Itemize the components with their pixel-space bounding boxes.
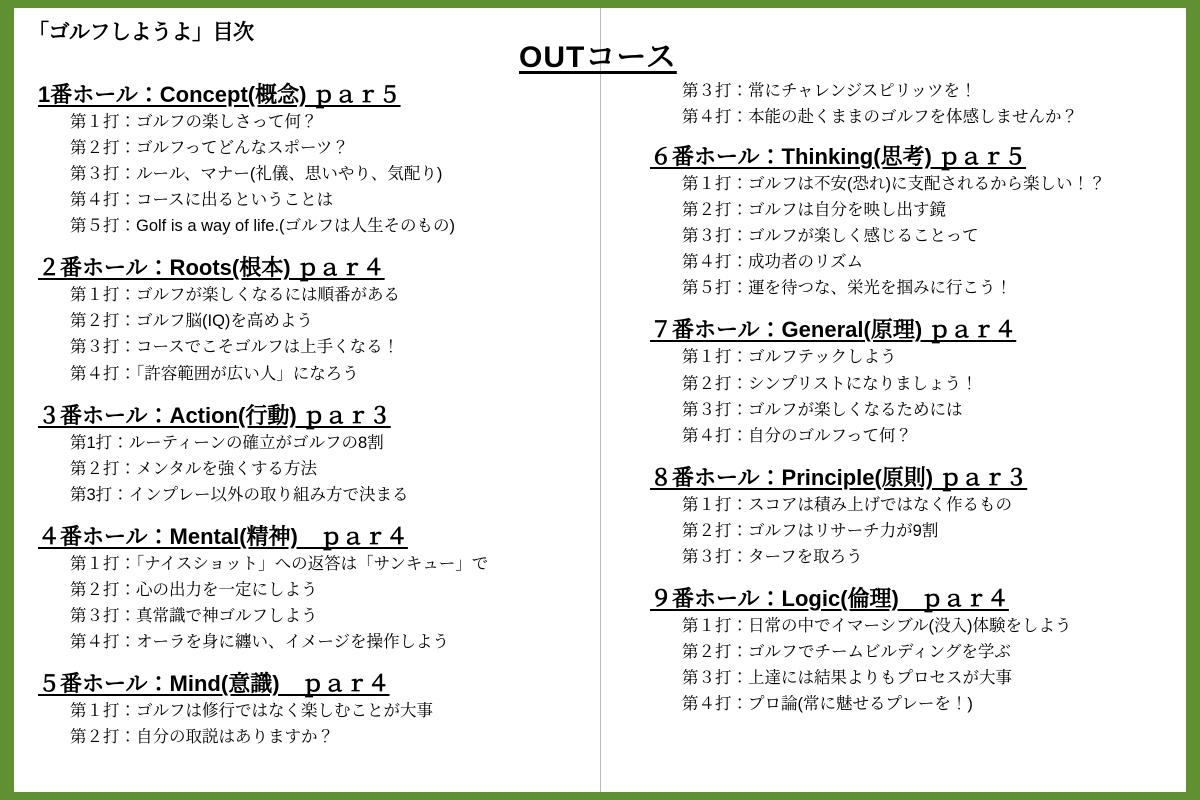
hole-shot-item: 第３打：ターフを取ろう (682, 547, 863, 566)
hole-shot-item: 第１打：「ナイスショット」への返答は「サンキュー」で (70, 554, 489, 573)
hole-shot-item: 第２打：ゴルフはリサーチ力が9割 (682, 521, 939, 540)
hole-shot-item: 第２打：メンタルを強くする方法 (70, 459, 317, 478)
hole-shot-item: 第３打：常にチャレンジスピリッツを！ (682, 82, 977, 100)
hole-shot-item: 第５打：運を待つな、栄光を掴みに行こう！ (682, 279, 1012, 298)
hole-shot-item: 第１打：ゴルフは不安(恐れ)に支配されるから楽しい！？ (682, 175, 1106, 194)
toc-hole-section (38, 251, 590, 386)
hole-shot-item: 第３打：ゴルフが楽しくなるためには (682, 400, 963, 419)
toc-columns (14, 78, 1186, 778)
hole-shot-item: 第３打：上達には結果よりもプロセスが大事 (682, 669, 1012, 687)
page-title: 「ゴルフしようよ」目次 (28, 21, 254, 44)
hole-shot-item: 第３打：ゴルフが楽しく感じることって (682, 227, 979, 246)
hole-shot-item: 第４打：成功者のリズム (682, 253, 864, 272)
hole-heading: ４番ホール：Mental(精神) ｐａｒ４ (38, 523, 408, 549)
hole-shot-item: 第３打：ルール、マナー(礼儀、思いやり、気配り) (70, 165, 443, 184)
toc-hole-section (38, 520, 590, 655)
document-page (14, 8, 1186, 792)
hole-shot-item: 第３打：コースでこそゴルフは上手くなる！ (70, 338, 400, 357)
hole-shot-item: 第3打：インプレー以外の取り組み方で決まる (70, 485, 409, 504)
continued-shots-block (682, 78, 1176, 130)
hole-shot-item: 第４打：プロ論(常に魅せるプレーを！) (682, 695, 973, 714)
toc-hole-section (38, 399, 590, 508)
hole-heading: 1番ホール：Concept(概念) ｐａｒ５ (38, 82, 401, 107)
hole-shot-item: 第２打：ゴルフは自分を映し出す鏡 (682, 201, 946, 220)
toc-hole-section (650, 582, 1176, 717)
hole-heading: ５番ホール：Mind(意識) ｐａｒ４ (38, 671, 390, 696)
hole-shot-item: 第２打：自分の取説はありますか？ (70, 728, 334, 747)
hole-heading: ２番ホール：Roots(根本) ｐａｒ４ (38, 255, 385, 281)
hole-shot-item: 第1打：ルーティーンの確立がゴルフの8割 (70, 433, 384, 452)
hole-shot-item: 第１打：ゴルフの楽しさって何？ (70, 113, 318, 131)
hole-shot-item: 第２打：心の出力を一定にしよう (70, 580, 318, 599)
hole-shot-item: 第１打：スコアは積み上げではなく作るもの (682, 495, 1012, 514)
toc-column-left (14, 78, 600, 778)
toc-hole-section (650, 140, 1176, 301)
toc-hole-section (38, 667, 590, 750)
hole-shot-item: 第２打：ゴルフってどんなスポーツ？ (70, 139, 349, 158)
hole-shot-item: 第２打：ゴルフでチームビルディングを学ぶ (682, 642, 1011, 661)
hole-shot-item: 第１打：ゴルフが楽しくなるには順番がある (70, 286, 400, 305)
hole-heading: ９番ホール：Logic(倫理) ｐａｒ４ (650, 585, 1009, 611)
hole-shot-item: 第１打：日常の中でイマーシブル(没入)体験をしよう (682, 616, 1072, 635)
hole-shot-item: 第４打：自分のゴルフって何？ (682, 426, 913, 445)
hole-shot-item: 第４打：本能の赴くままのゴルフを体感しませんか？ (682, 108, 1078, 127)
toc-column-right (600, 78, 1186, 778)
hole-shot-item: 第３打：真常識で神ゴルフしよう (70, 606, 318, 625)
toc-hole-section (38, 78, 590, 239)
hole-shot-item: 第１打：ゴルフテックしよう (682, 348, 897, 367)
toc-hole-section (650, 313, 1176, 448)
hole-shot-item: 第１打：ゴルフは修行ではなく楽しむことが大事 (70, 702, 433, 720)
hole-shot-item: 第４打：オーラを身に纏い、イメージを操作しよう (70, 632, 450, 651)
hole-shot-item: 第５打：Golf is a way of life.(ゴルフは人生そのもの) (70, 217, 456, 236)
hole-heading: ６番ホール：Thinking(思考) ｐａｒ５ (650, 144, 1026, 170)
toc-hole-section (650, 461, 1176, 570)
hole-shot-item: 第２打：ゴルフ脳(IQ)を高めよう (70, 312, 313, 331)
hole-shot-item: 第４打：「許容範囲が広い人」になろう (70, 364, 359, 383)
course-title: OUTコース (519, 41, 677, 74)
hole-shot-item: 第２打：シンプリストになりましょう！ (682, 374, 978, 393)
hole-shot-item: 第４打：コースに出るということは (70, 191, 334, 210)
hole-heading: ７番ホール：General(原理) ｐａｒ４ (650, 317, 1017, 343)
hole-heading: ８番ホール：Principle(原則) ｐａｒ３ (650, 464, 1028, 490)
hole-heading: ３番ホール：Action(行動) ｐａｒ３ (38, 402, 391, 428)
